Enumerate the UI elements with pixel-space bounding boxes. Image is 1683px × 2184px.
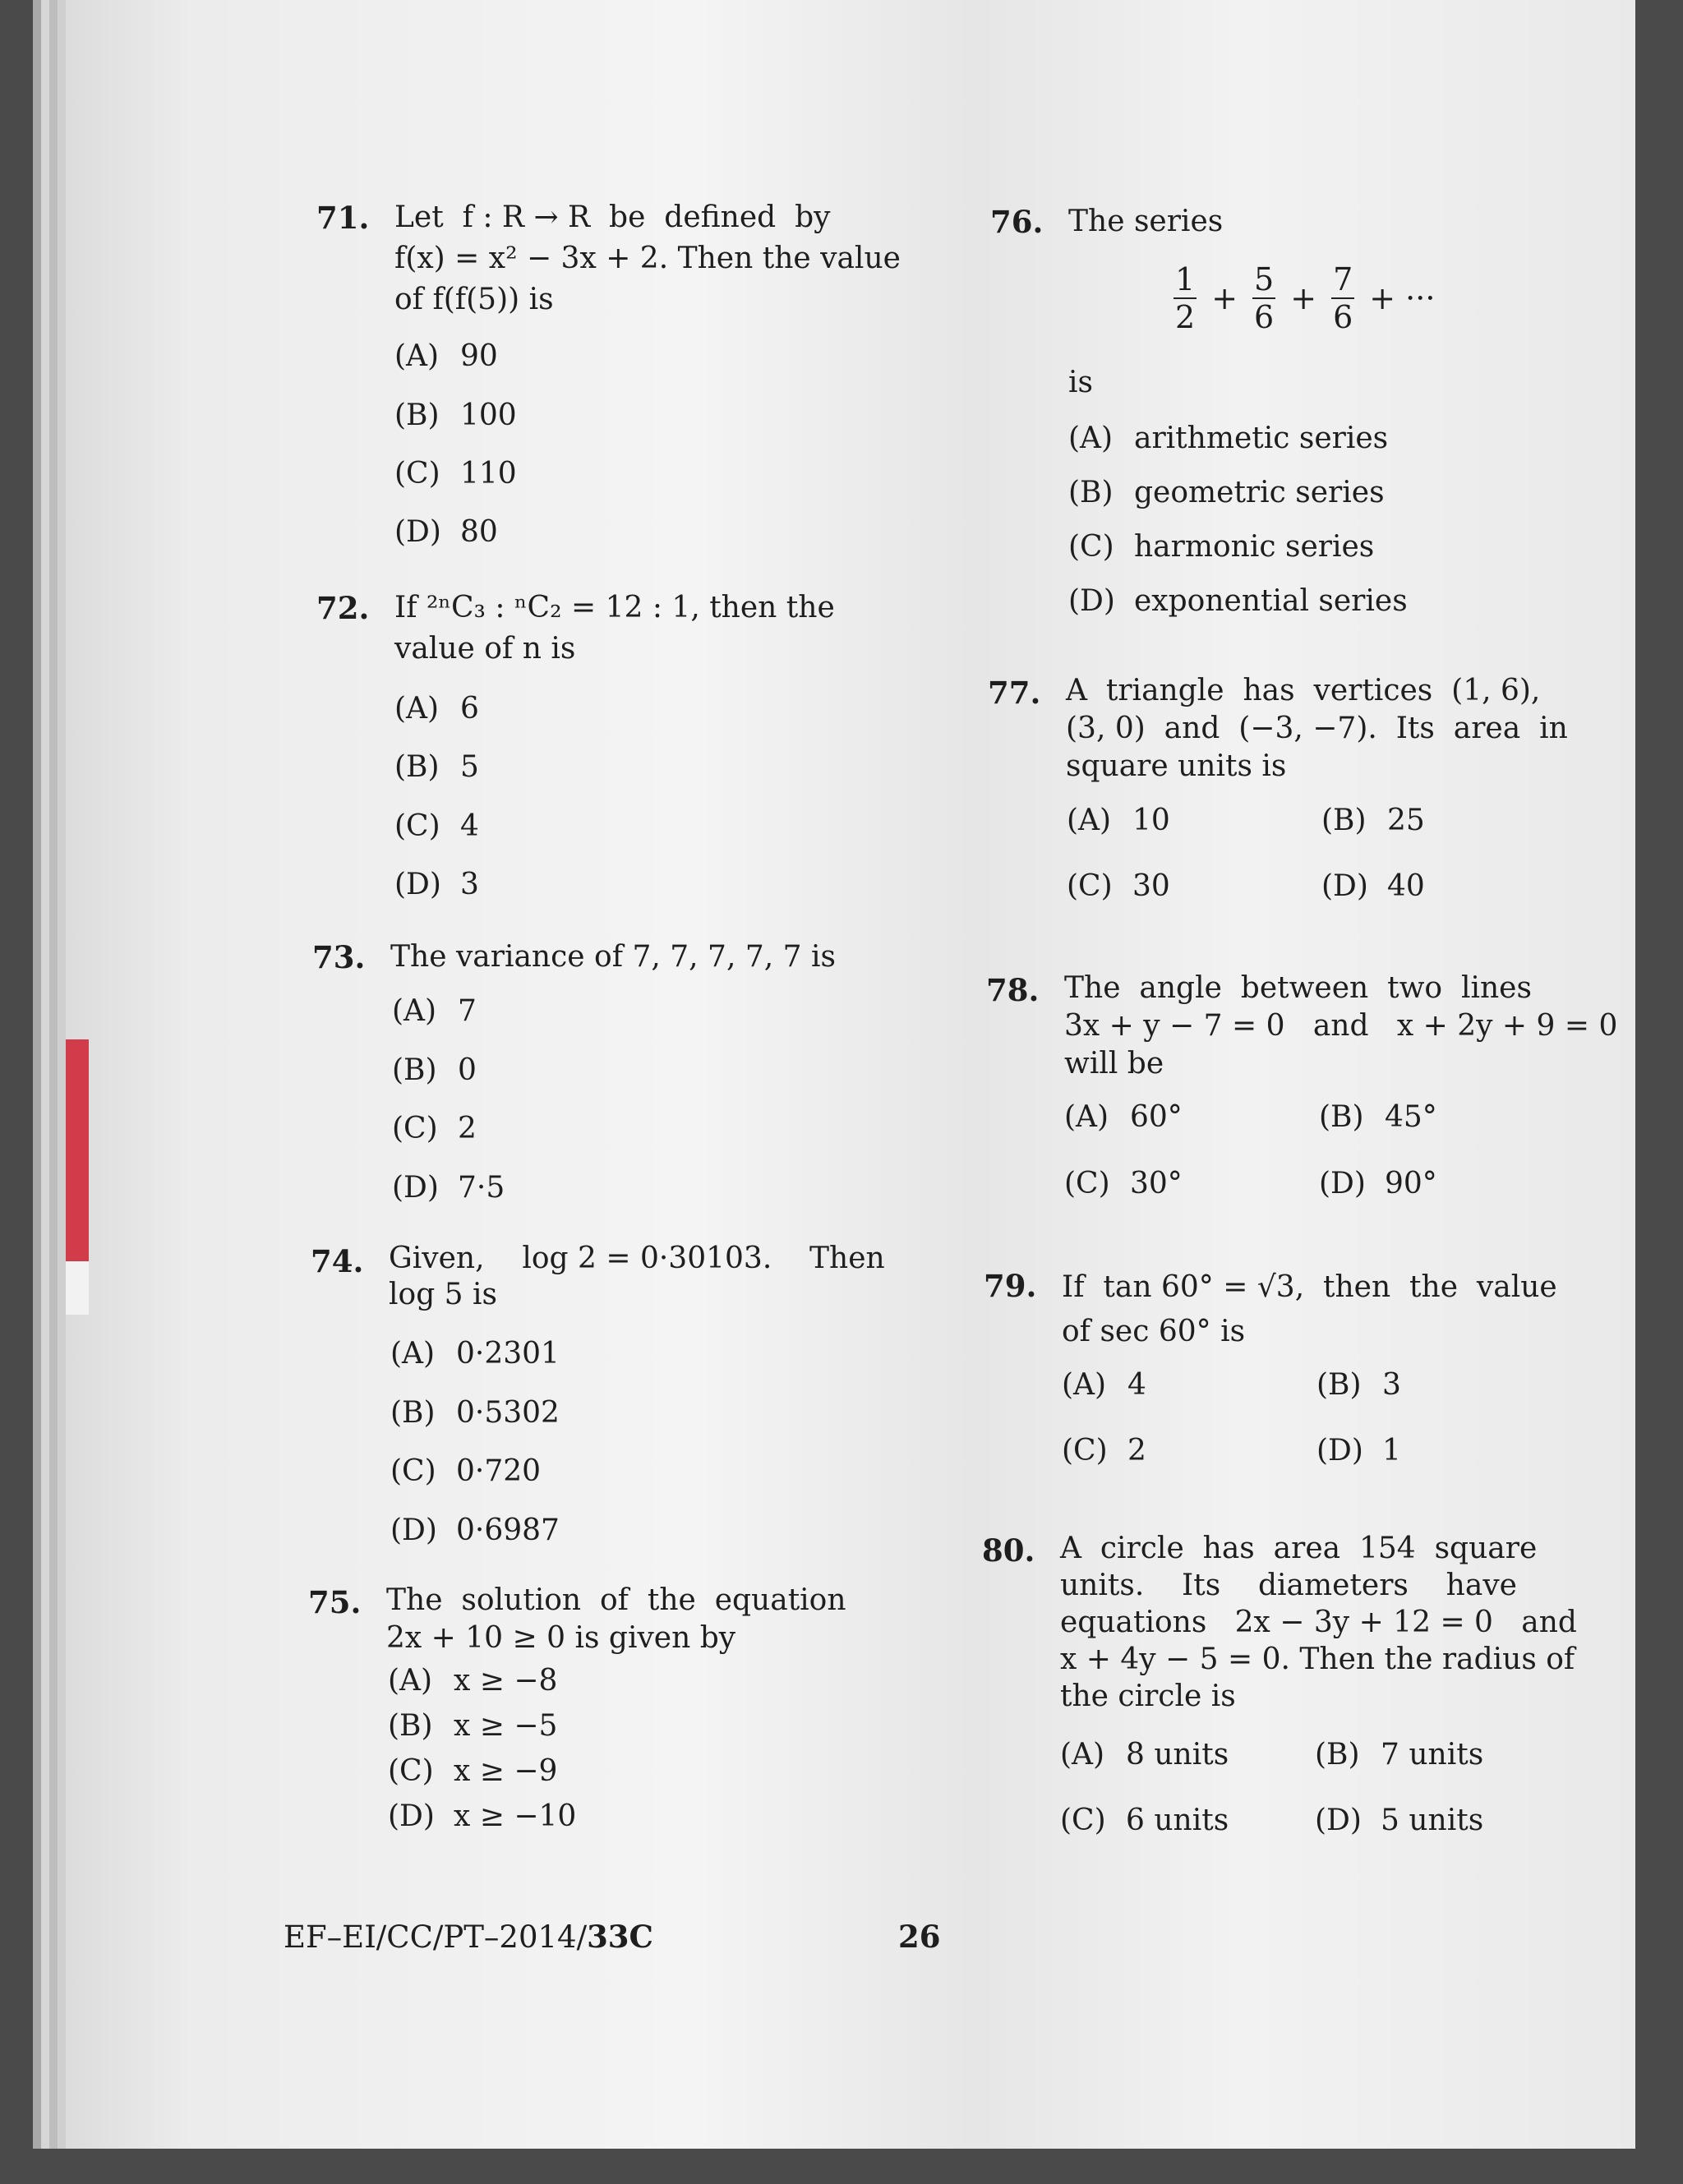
option-c[interactable]: (C) 0·720 xyxy=(390,1454,542,1488)
option-a[interactable]: (A) arithmetic series xyxy=(1068,422,1389,455)
option-c[interactable]: (C) 110 xyxy=(394,457,517,491)
option-a[interactable]: (A) 6 xyxy=(394,692,479,726)
option-d[interactable]: (D) 7·5 xyxy=(392,1171,505,1205)
question-text-line: (3, 0) and (−3, −7). Its area in xyxy=(1066,712,1568,745)
question-number: 77. xyxy=(988,675,1041,711)
series-expression: $\frac{1}{2}$ + $\frac{5}{6}$ + $\frac{7}{6}$ + ··· xyxy=(1175,261,1436,335)
question-text-line: The variance of 7, 7, 7, 7, 7 is xyxy=(390,940,836,974)
option-a[interactable]: (A) 4 xyxy=(1062,1368,1146,1402)
option-d[interactable]: (D) 1 xyxy=(1316,1434,1401,1468)
option-b[interactable]: (B) x ≥ −5 xyxy=(388,1709,558,1743)
question-text-line: A triangle has vertices (1, 6), xyxy=(1066,674,1541,707)
option-b[interactable]: (B) 0 xyxy=(392,1053,477,1087)
question-text-line: the circle is xyxy=(1060,1679,1236,1713)
option-c[interactable]: (C) harmonic series xyxy=(1068,530,1375,564)
question-number: 76. xyxy=(990,204,1044,240)
option-b[interactable]: (B) 5 xyxy=(394,750,479,784)
option-a[interactable]: (A) 8 units xyxy=(1060,1738,1229,1772)
option-b[interactable]: (B) 45° xyxy=(1319,1100,1437,1134)
option-d[interactable]: (D) 3 xyxy=(394,868,479,901)
option-b[interactable]: (B) 25 xyxy=(1321,804,1425,837)
option-a[interactable]: (A) 60° xyxy=(1064,1100,1183,1134)
option-b[interactable]: (B) 0·5302 xyxy=(390,1396,560,1430)
question-text-line: The series xyxy=(1068,205,1224,238)
question-text-line: The solution of the equation xyxy=(386,1583,846,1617)
question-text-line: of f(f(5)) is xyxy=(394,283,554,316)
page-number: 26 xyxy=(898,1919,941,1955)
option-d[interactable]: (D) 80 xyxy=(394,515,498,549)
question-text-line: value of n is xyxy=(394,632,576,666)
question-text-line: The angle between two lines xyxy=(1064,971,1532,1005)
option-c[interactable]: (C) 6 units xyxy=(1060,1804,1229,1837)
question-number: 79. xyxy=(984,1268,1037,1304)
question-number: 75. xyxy=(308,1584,362,1620)
option-b[interactable]: (B) geometric series xyxy=(1068,476,1385,509)
question-text-line: If tan 60° = √3, then the value xyxy=(1062,1270,1557,1304)
option-b[interactable]: (B) 100 xyxy=(394,399,517,432)
question-text-line: x + 4y − 5 = 0. Then the radius of xyxy=(1060,1643,1575,1676)
option-d[interactable]: (D) exponential series xyxy=(1068,584,1408,618)
option-b[interactable]: (B) 7 units xyxy=(1315,1738,1484,1772)
option-d[interactable]: (D) 5 units xyxy=(1315,1804,1484,1837)
option-c[interactable]: (C) 2 xyxy=(392,1112,477,1145)
footer-code: EF–EI/CC/PT–2014/33C xyxy=(284,1919,653,1955)
option-c[interactable]: (C) x ≥ −9 xyxy=(388,1754,558,1788)
question-text-line: is xyxy=(1068,366,1093,399)
option-d[interactable]: (D) x ≥ −10 xyxy=(388,1799,577,1833)
page-tab-marker xyxy=(66,1039,89,1261)
question-number: 73. xyxy=(312,939,366,975)
question-text-line: f(x) = x² − 3x + 2. Then the value xyxy=(394,242,901,275)
question-text-line: will be xyxy=(1064,1047,1164,1080)
question-number: 72. xyxy=(316,590,370,626)
question-text-line: log 5 is xyxy=(389,1278,498,1311)
question-text-line: If ²ⁿC₃ : ⁿC₂ = 12 : 1, then the xyxy=(394,591,835,624)
question-number: 80. xyxy=(982,1532,1035,1569)
option-c[interactable]: (C) 2 xyxy=(1062,1434,1146,1468)
option-a[interactable]: (A) 0·2301 xyxy=(390,1337,560,1371)
question-text-line: units. Its diameters have xyxy=(1060,1569,1517,1602)
option-c[interactable]: (C) 30 xyxy=(1067,869,1170,903)
question-text-line: square units is xyxy=(1066,749,1287,783)
question-number: 71. xyxy=(316,200,370,236)
option-a[interactable]: (A) 7 xyxy=(392,994,477,1028)
exam-page xyxy=(66,0,1635,2149)
question-text-line: of sec 60° is xyxy=(1062,1315,1246,1348)
question-number: 78. xyxy=(986,972,1040,1008)
question-number: 74. xyxy=(311,1243,364,1279)
question-text-line: Let f : R → R be defined by xyxy=(394,200,831,234)
option-a[interactable]: (A) 10 xyxy=(1067,804,1170,837)
option-d[interactable]: (D) 90° xyxy=(1319,1167,1437,1200)
question-text-line: A circle has area 154 square xyxy=(1060,1532,1538,1565)
question-text-line: 3x + y − 7 = 0 and x + 2y + 9 = 0 xyxy=(1064,1009,1618,1043)
option-d[interactable]: (D) 0·6987 xyxy=(390,1514,560,1547)
option-c[interactable]: (C) 30° xyxy=(1064,1167,1183,1200)
page-tab-marker-white xyxy=(66,1261,89,1315)
question-text-line: equations 2x − 3y + 12 = 0 and xyxy=(1060,1606,1577,1639)
option-b[interactable]: (B) 3 xyxy=(1316,1368,1401,1402)
option-a[interactable]: (A) 90 xyxy=(394,339,498,373)
question-text-line: 2x + 10 ≥ 0 is given by xyxy=(386,1621,736,1655)
option-a[interactable]: (A) x ≥ −8 xyxy=(388,1664,558,1698)
question-text-line: Given, log 2 = 0·30103. Then xyxy=(389,1242,885,1275)
option-c[interactable]: (C) 4 xyxy=(394,809,479,843)
option-d[interactable]: (D) 40 xyxy=(1321,869,1425,903)
